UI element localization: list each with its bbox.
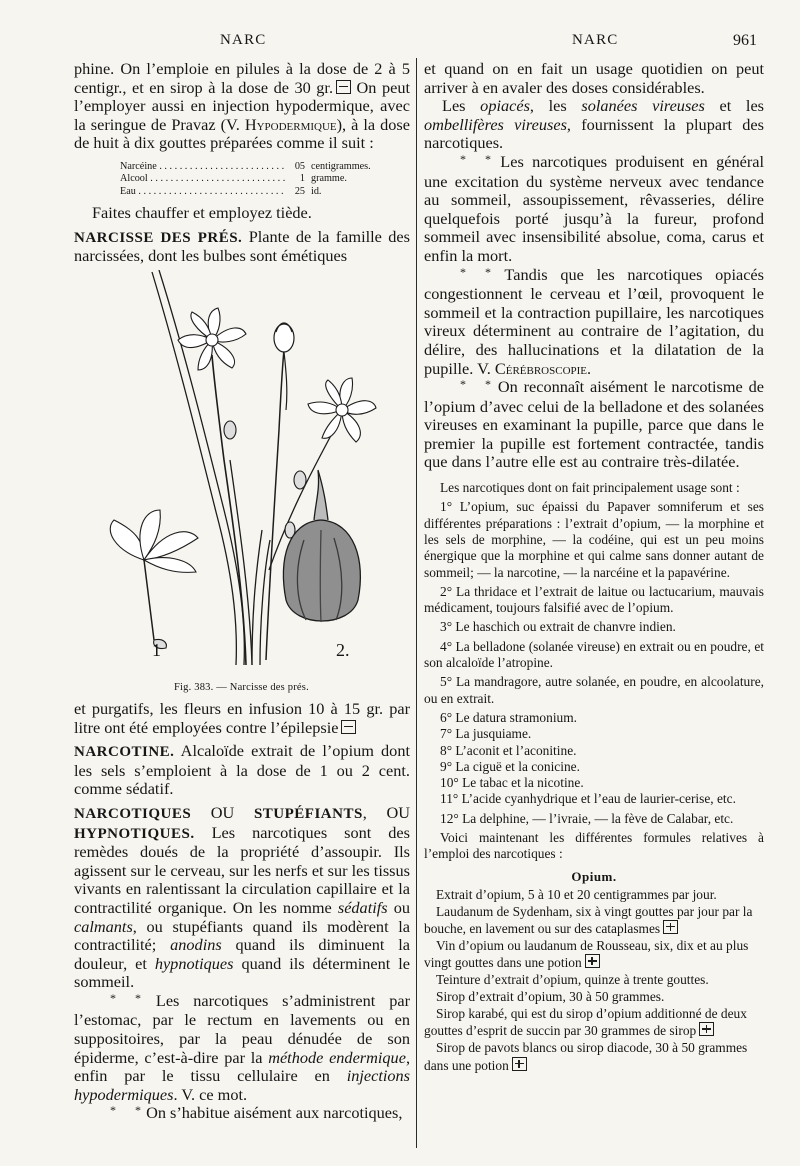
italic-term: injections hypodermiques bbox=[74, 1066, 410, 1104]
recipe-ingredient: Eau . . . bbox=[120, 186, 285, 198]
right-column bbox=[424, 60, 764, 1075]
entry-term: NARCOTIQUES bbox=[74, 805, 192, 822]
text: , enfin par le tissu cellulaire en bbox=[74, 1047, 411, 1086]
text: Sirop de pavots blancs ou sirop diacode, 30 à 50 grammes dans une potion bbox=[424, 1040, 748, 1073]
text: Les narcotiques sont des remèdes doués de la propriété d’assoupir. Ils agissent sur le cerveau, sur les nerfs et sur les tissus vivants en ralentissant la circulation capillaire et la contractilité organique. On les nomme bbox=[74, 822, 410, 917]
running-head-right: NARC bbox=[572, 32, 619, 48]
list-item: 3° Le haschich ou extrait de chanvre indien. bbox=[440, 619, 676, 635]
list-item: 6° Le datura stramonium. bbox=[440, 709, 577, 725]
opium-formulas bbox=[424, 887, 764, 1074]
formula-item bbox=[424, 904, 764, 937]
asterism-icon: * bbox=[135, 990, 141, 1005]
text: Sirop karabé, qui est du sirop d’opium additionné de deux gouttes d’esprit de succin par 30 grammes de sirop bbox=[424, 1006, 747, 1039]
asterism-icon: * bbox=[460, 377, 466, 392]
figure-caption: Fig. 383. — Narcisse des prés. bbox=[174, 681, 309, 693]
formulas-intro: Voici maintenant les différentes formules relatives à l’emploi des narcotiques : bbox=[424, 830, 764, 862]
recipe-unit: gramme. bbox=[311, 173, 347, 185]
habituation-continuation: et quand on en fait un usage quotidien on peut arriver à en avaler des doses considérables. bbox=[424, 59, 764, 97]
left-column bbox=[74, 60, 410, 1124]
paragraph-habituation bbox=[74, 1104, 410, 1124]
running-head-left: NARC bbox=[220, 32, 267, 48]
text: Les bbox=[442, 96, 481, 116]
paragraph-pupille bbox=[424, 378, 764, 472]
italic-term: sédatifs bbox=[337, 897, 388, 917]
formula-item bbox=[424, 938, 764, 971]
minus-box-icon bbox=[341, 720, 356, 734]
list-item: 5° La mandragore, autre solanée, en poudre, en alcoolature, ou en extrait. bbox=[424, 674, 764, 706]
text: . bbox=[587, 358, 592, 378]
recipe-qty: 1 bbox=[299, 173, 305, 185]
entry-text: Plante de la famille des narcissées, dont les bulbes sont émétiques bbox=[74, 226, 410, 266]
text: Vin d’opium ou laudanum de Rousseau, six, dix et au plus vingt gouttes dans une potion bbox=[424, 937, 749, 970]
recipe-row bbox=[120, 186, 410, 198]
text: On peut l’employer aussi en injection hypodermique, avec la seringue de Pravaz (V. bbox=[74, 77, 410, 134]
narcisse-continuation bbox=[74, 700, 410, 737]
italic-term: opiacés bbox=[480, 96, 530, 116]
list-item: 10° Le tabac et la nicotine. bbox=[440, 775, 584, 791]
instruction-text: Faites chauffer et employez tiède. bbox=[92, 203, 312, 223]
narcotics-list bbox=[424, 480, 764, 863]
plus-box-icon bbox=[699, 1022, 714, 1036]
figure-narcisse bbox=[74, 270, 410, 700]
text: phine. On l’emploie en pilules à la dose de 2 à 5 centigr., et en sirop à la dose de 30 gr. bbox=[74, 59, 410, 97]
text: Laudanum de Sydenham, six à vingt gouttes par jour par la bouche, en lavement ou sur des cataplasmes bbox=[424, 903, 753, 936]
entry-term: NARCISSE DES PRÉS. bbox=[74, 229, 243, 246]
list-intro: Les narcotiques dont on fait principalement usage sont : bbox=[440, 480, 740, 496]
paragraph-administration bbox=[74, 992, 410, 1105]
text: Les narcotiques produisent en général une excitation du système nerveux avec tendance au sommeil, assoupissement, rêvasseries, délire quelquefois porté jusqu’à la fureur, profond sommeil avec insensibilité absolue, coma, carus et enfin la mort. bbox=[424, 151, 764, 265]
text: . V. ce mot. bbox=[173, 1084, 248, 1104]
formula-item bbox=[424, 989, 764, 1005]
figure-label-1: 1 bbox=[152, 639, 161, 660]
formula-item bbox=[424, 972, 764, 988]
text: et purgatifs, les fleurs en infusion 10 à 15 gr. par litre ont été employées contre l’épilepsie bbox=[74, 698, 410, 737]
formula-item bbox=[424, 1040, 764, 1073]
entry-narcisse bbox=[74, 228, 410, 266]
text: OU bbox=[191, 802, 254, 822]
figure-label-2: 2. bbox=[336, 639, 350, 660]
cross-ref-cerebroscopie: Cérébroscopie bbox=[494, 358, 588, 378]
asterism-icon: * bbox=[485, 151, 491, 166]
text: Extrait d’opium, 5 à 10 et 20 centigrammes par jour. bbox=[436, 886, 717, 902]
recipe-unit: centigrammes. bbox=[311, 160, 371, 172]
paragraph-opiaces-vireux bbox=[424, 266, 764, 379]
entry-term: NARCOTINE. bbox=[74, 744, 175, 761]
recipe-row bbox=[120, 173, 410, 185]
entry-narcotine bbox=[74, 742, 410, 799]
text: quand ils déterminent le sommeil. bbox=[74, 953, 410, 992]
asterism-icon: * bbox=[110, 990, 116, 1005]
text: Les narcotiques s’administrent par l’estomac, par le rectum en lavements ou en suppositoires, par la peau dénudée de son épiderme, c’est-à-dire par la bbox=[74, 990, 410, 1067]
text: et les bbox=[704, 96, 765, 116]
list-item: 12° La delphine, — l’ivraie, — la fève de Calabar, etc. bbox=[440, 810, 734, 826]
text: On reconnaît aisément le narcotisme de l’opium d’avec celui de la belladone et des solanées vireuses en examinant la pupille, parce que dans le premier la pupille est fortement contractée, tandis que dans l’autre elle est au contraire très-dilatée. bbox=[424, 377, 764, 472]
asterism-icon: * bbox=[110, 1103, 116, 1118]
text: Tandis que les narcotiques opiacés congestionnent le cerveau et l’œil, provoquent le sommeil et la contraction pupillaire, les narcotiques vireux déterminent au contraire de l’agitation, du délire, des hallucinations et la dilatation de la pupille. V. bbox=[424, 264, 764, 378]
asterism-icon: * bbox=[485, 377, 491, 392]
text: , ou stupéfiants quand ils modèrent la contractilité; bbox=[74, 916, 410, 955]
text: , fournissent la plupart des narcotiques. bbox=[424, 114, 764, 153]
formula-item bbox=[424, 1006, 764, 1039]
opium-heading: Opium. bbox=[571, 868, 617, 884]
italic-term: hypnotiques bbox=[154, 953, 234, 973]
list-item: 2° La thridace et l’extrait de laitue ou lactucarium, mauvais médicament, toujours falsifié avec de l’opium. bbox=[424, 583, 764, 616]
recipe-unit: id. bbox=[311, 185, 322, 197]
recipe-narceine bbox=[120, 161, 410, 198]
entry-narcotiques bbox=[74, 804, 410, 992]
asterism-icon: * bbox=[460, 264, 466, 279]
list-item: 7° La jusquiame. bbox=[440, 726, 532, 742]
text: On s’habitue aisément aux narcotiques, bbox=[142, 1103, 403, 1123]
recipe-ingredient: Narcéine . . . bbox=[120, 161, 285, 173]
narcissus-illustration bbox=[74, 270, 410, 680]
entry-term: STUPÉFIANTS bbox=[253, 805, 363, 822]
recipe-row bbox=[120, 161, 410, 173]
list-item: 11° L’acide cyanhydrique et l’eau de laurier-cerise, etc. bbox=[440, 791, 736, 807]
recipe-qty: 25 bbox=[294, 185, 305, 197]
entry-term: HYPNOTIQUES. bbox=[74, 825, 195, 842]
formula-item bbox=[424, 887, 764, 903]
plus-box-icon bbox=[512, 1057, 527, 1071]
asterism-icon: * bbox=[135, 1103, 141, 1118]
minus-box-icon bbox=[336, 80, 351, 94]
paragraph-effects bbox=[424, 153, 764, 266]
column-rule bbox=[416, 58, 417, 1148]
list-item: 4° La belladone (solanée vireuse) en extrait ou en poudre, et son alcaloïde l’atropine. bbox=[424, 638, 764, 671]
asterism-icon: * bbox=[460, 151, 466, 166]
text: Teinture d’extrait d’opium, quinze à trente gouttes. bbox=[436, 972, 709, 988]
list-item: 8° L’aconit et l’aconitine. bbox=[440, 742, 577, 758]
italic-term: méthode endermique bbox=[268, 1047, 406, 1067]
list-item: 9° La ciguë et la conicine. bbox=[440, 758, 580, 774]
text: Sirop d’extrait d’opium, 30 à 50 grammes. bbox=[436, 989, 665, 1005]
entry-text: Alcaloïde extrait de l’opium dont les sels s’emploient à la dose de 1 ou 2 cent. comme sédatif. bbox=[74, 741, 410, 799]
plus-box-icon bbox=[663, 920, 678, 934]
list-item: 1° L’opium, suc épaissi du Papaver somniferum et ses différentes préparations : l’extrait d’opium, — la morphine et les sels de morphine, — la codéine, qui est un peu moins énergique que la morphine et qui calme sans donner autant de sommeil; — la narcotine, — la narcéine et la papavérine. bbox=[424, 499, 764, 580]
text: ), à la dose de huit à dix gouttes préparées comme il suit : bbox=[74, 114, 410, 153]
italic-term: solanées vireuses bbox=[581, 96, 705, 116]
italic-term: ombellifères vireuses bbox=[424, 114, 567, 134]
text: ou bbox=[387, 897, 410, 917]
recipe-ingredient: Alcool . . . bbox=[120, 173, 285, 185]
paragraph-sources bbox=[424, 97, 764, 153]
cross-ref-hypodermique: Hypodermique bbox=[244, 114, 337, 134]
recipe-qty: 05 bbox=[294, 160, 305, 172]
asterism-icon: * bbox=[485, 264, 491, 279]
text: , OU bbox=[362, 802, 410, 822]
italic-term: calmants bbox=[74, 916, 133, 936]
text: quand ils diminuent la douleur, et bbox=[74, 935, 411, 973]
text: , les bbox=[529, 96, 582, 116]
plus-box-icon bbox=[585, 954, 600, 968]
page-number: 961 bbox=[733, 32, 757, 49]
narceine-continuation bbox=[74, 60, 410, 153]
italic-term: anodins bbox=[170, 935, 222, 955]
